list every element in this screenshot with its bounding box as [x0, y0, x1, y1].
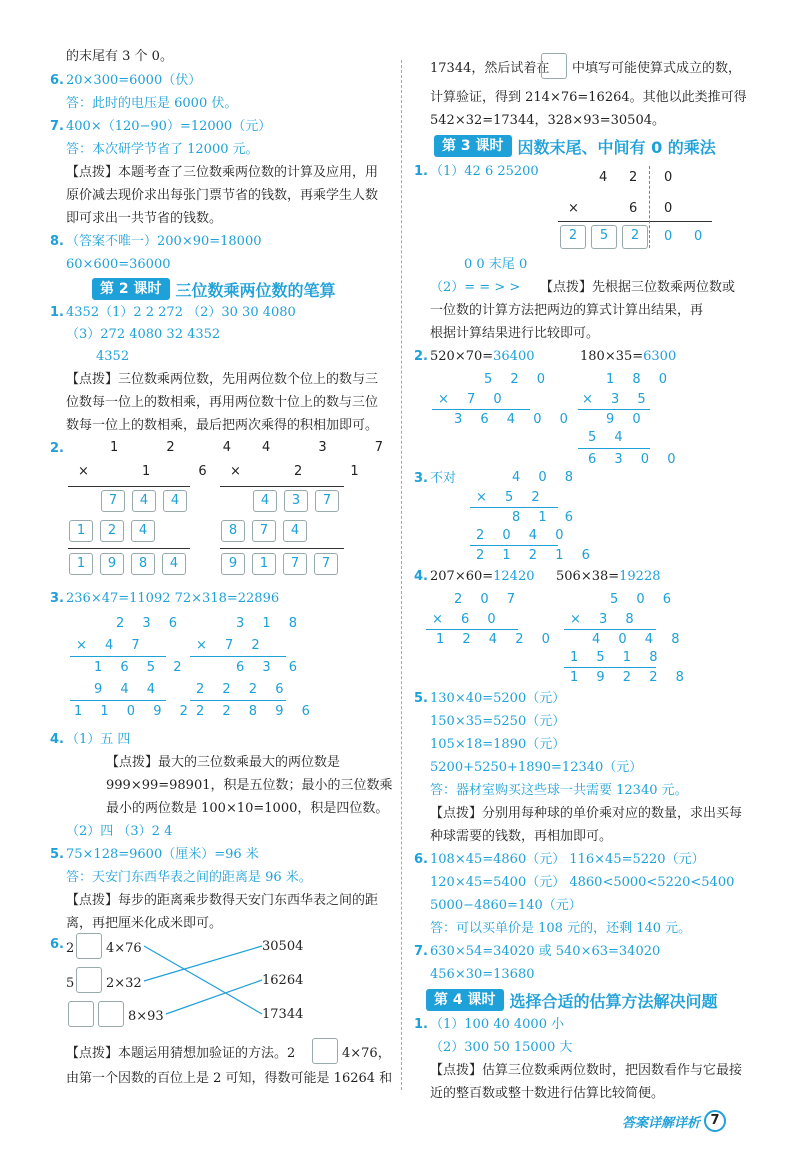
mult-row: 2 2 2 6: [196, 682, 291, 697]
question-number: 5.: [414, 691, 428, 706]
mult-row: 6 3 6: [236, 660, 305, 675]
tip-line: 【点拨】分别用每种球的单价乘对应的数量，求出买每: [430, 806, 743, 821]
expr-text: 8×93: [128, 1009, 164, 1024]
rule-line: [432, 409, 530, 410]
tip-line: 种球需要的钱数，再相加即可。: [430, 829, 613, 844]
question-number: 2.: [414, 349, 428, 364]
answer-line: （2）四 （3）2 4: [66, 824, 173, 839]
result: 36400: [493, 349, 535, 364]
answer-box: 1: [69, 553, 93, 575]
digit: 6: [629, 201, 645, 216]
dashed-separator: [649, 166, 650, 248]
footer-label: 答案详解详析: [622, 1115, 701, 1131]
answer-line: [580, 348, 676, 365]
question-number: 4.: [414, 569, 428, 584]
answer-line: 105×18=1890（元）: [430, 737, 566, 752]
result: 12420: [493, 569, 535, 584]
section-header: [434, 134, 716, 158]
text-line: 17344，然后试着在: [430, 61, 550, 76]
mult-top: 4 3 7: [262, 440, 406, 455]
tip-line: 【点拨】先根据三位数乘两位数或: [540, 280, 736, 295]
question-number: 7.: [50, 119, 64, 134]
answer-line: 108×45=4860（元） 116×45=5220（元）: [430, 852, 705, 867]
mult-row: 3 1 8: [236, 616, 305, 631]
result: 6300: [643, 349, 677, 364]
expr-digit: 2: [66, 941, 75, 956]
question-number: 6.: [414, 852, 428, 867]
answer-line: 150×35=5250（元）: [430, 714, 566, 729]
answer-box: 4: [132, 490, 156, 512]
mult-row: 4 0 4 8: [592, 632, 687, 647]
answer-box: 4: [131, 520, 155, 542]
answer-line: 5000−4860=140（元）: [430, 898, 582, 913]
answer-line: 4352: [96, 349, 130, 364]
mult-row: 1 9 2 2 8: [570, 670, 691, 685]
tip-line: 即可求出一共节省的钱数。: [66, 211, 223, 226]
mult-top: 1 2 4: [110, 440, 254, 455]
mult-row: 2 1 2 1 6: [476, 548, 597, 563]
mult-row: 9 4 4: [94, 682, 163, 697]
rule-line: [578, 409, 650, 410]
tip-line: 一位数的计算方法把两边的算式计算出结果，再: [430, 303, 704, 318]
section-title: 三位数乘两位数的笔算: [175, 280, 336, 300]
rule-line: [470, 545, 558, 546]
answer-box: 4: [253, 490, 277, 512]
answer-box: 2: [100, 520, 124, 542]
answer-line: 答：本次研学节省了 12000 元。: [66, 142, 259, 157]
tip-line: 999×99=98901，积是五位数；最小的三位数乘: [106, 778, 393, 793]
question-number: 7.: [414, 944, 428, 959]
answer-line: [556, 568, 661, 585]
question-number: 2.: [50, 441, 64, 456]
expr: 207×60=: [430, 569, 494, 584]
answer-box: 8: [131, 553, 155, 575]
tip-line: 【点拨】三位数乘两位数，先用两位数个位上的数与三: [66, 372, 379, 387]
question-number: 5.: [50, 847, 64, 862]
mult-row: × 3 5: [582, 392, 653, 407]
answer-line: [430, 568, 535, 585]
tip-line: 近的整百数或整十数进行估算比较简便。: [430, 1086, 665, 1101]
mult-row: 9 0: [606, 412, 648, 427]
rule-line: [558, 221, 712, 222]
mult-row: 3 6 4 0 0: [454, 412, 575, 427]
answer-line: 答：可以买单价是 108 元的，还剩 140 元。: [430, 921, 692, 936]
rule-line: [564, 629, 656, 630]
mult-row: × 6 0: [432, 612, 503, 627]
answer-box: 7: [315, 490, 339, 512]
question-number: 6.: [50, 73, 64, 88]
mult-row: 5 2 0: [484, 372, 553, 387]
answer-box: 8: [221, 520, 245, 542]
digit: 0: [664, 201, 680, 216]
question-number: 4.: [50, 732, 64, 747]
text-line: 计算验证，得到 214×76=16264。其他以此类推可得: [430, 90, 747, 105]
answer-line: 60×600=36000: [66, 257, 171, 272]
mult-row: × 3 8: [570, 612, 641, 627]
question-number: 1.: [414, 164, 428, 179]
mult-bottom: 2 1: [294, 464, 381, 479]
digit: 2: [629, 170, 645, 185]
tip-line: 原价减去现价求出每张门票节省的钱数，再乘学生人数: [66, 188, 379, 203]
tip-line: 离，再把厘米化成米即可。: [66, 916, 223, 931]
text-line: 的末尾有 3 个 0。: [66, 49, 173, 64]
tip-line: 【点拨】本题考查了三位数乘两位数的计算及应用，用: [66, 165, 379, 180]
expr-text: 4×76: [106, 941, 142, 956]
answer-box: 1: [252, 553, 276, 575]
section-tag: 第 4 课时: [426, 989, 504, 1011]
result-value: 17344: [262, 1007, 304, 1022]
mult-sign: ×: [568, 201, 586, 216]
rule-line: [578, 448, 650, 449]
answer-line: 120×45=5400（元） 4860<5000<5220<5400: [430, 875, 735, 890]
answer-line: 5200+5250+1890=12340（元）: [430, 760, 643, 775]
mult-row: 1 8 0: [606, 372, 675, 387]
answer-line: 答：天安门东西华表之间的距离是 96 米。: [66, 870, 312, 885]
answer-box: 7: [252, 520, 276, 542]
tip-line: 最小的两位数是 100×10=1000，积是四位数。: [106, 801, 389, 816]
question-number: 1.: [50, 305, 64, 320]
matching-lines: [0, 0, 400, 1100]
answer-line: 236×47=11092 72×318=22896: [66, 591, 280, 606]
answer-line: 答：此时的电压是 6000 伏。: [66, 96, 238, 111]
tip-line: 根据计算结果进行比较即可。: [430, 326, 600, 341]
answer-box: 2: [622, 225, 648, 249]
blank-box: [312, 1038, 338, 1064]
digit: 0: [694, 229, 710, 244]
answer-line: 不对: [430, 471, 457, 486]
column-divider: [401, 60, 402, 1090]
result-value: 16264: [262, 973, 304, 988]
answer-line: [430, 348, 535, 365]
answer-box: 5: [591, 225, 617, 249]
answer-line: 20×300=6000（伏）: [66, 73, 202, 88]
answer-line: 400×（120−90）=12000（元）: [66, 119, 272, 134]
section-header: [426, 988, 718, 1012]
section-title: 因数末尾、中间有 0 的乘法: [517, 137, 716, 157]
question-number: 8.: [50, 234, 64, 249]
mult-row: 2 2 8 9 6: [196, 704, 317, 719]
mult-row: 5 4: [588, 430, 630, 445]
section-tag: 第 2 课时: [92, 278, 170, 300]
tip-line: 【点拨】估算三位数乘两位数时，把因数看作与它最接: [430, 1063, 743, 1078]
answer-line: 4352（1）2 2 272 （2）30 30 4080: [66, 305, 296, 320]
mult-bottom: 1 6: [142, 464, 229, 479]
tip-line: 【点拨】本题运用猜想加验证的方法。2: [66, 1046, 296, 1061]
expr: 520×70=: [430, 349, 494, 364]
expr-digit: 5: [66, 976, 75, 991]
mult-row: × 7 0: [438, 392, 509, 407]
answer-box: 2: [560, 225, 586, 249]
question-number: 3.: [414, 471, 428, 486]
digit: 0: [664, 229, 680, 244]
rule-line: [564, 667, 656, 668]
answer-line: 答：器材室购买这些球一共需要 12340 元。: [430, 783, 688, 798]
blank-box: [541, 53, 567, 79]
answer-box: 7: [101, 490, 125, 512]
rule-line: [426, 629, 518, 630]
tip-line: 数每一位上的数相乘，最后把两次乘得的积相加即可。: [66, 418, 379, 433]
page-number: 7: [704, 1110, 726, 1132]
answer-line: （1）42 6 25200: [430, 164, 539, 179]
mult-row: 4 0 8: [512, 470, 581, 485]
mult-row: × 5 2: [476, 490, 547, 505]
footer-badge: [622, 1110, 726, 1132]
answer-line: 630×54=34020 或 540×63=34020: [430, 944, 661, 959]
answer-box: 4: [162, 553, 186, 575]
answer-line: （2）= = > >: [430, 280, 521, 295]
mult-row: 1 6 5 2: [94, 660, 189, 675]
text-line: 中填写可能使算式成立的数，: [572, 61, 742, 76]
answer-line: （1）100 40 4000 小: [430, 1017, 565, 1032]
answer-line: （3）272 4080 32 4352: [66, 327, 221, 342]
answer-line: （1）五 四: [66, 732, 131, 747]
digit: 0: [664, 170, 680, 185]
answer-box: 1: [69, 520, 93, 542]
mult-row: 1 2 4 2 0: [436, 632, 557, 647]
mult-row: 1 1 0 9 2: [74, 704, 195, 719]
result: 19228: [619, 569, 661, 584]
mult-row: 2 3 6: [116, 616, 185, 631]
answer-box: 7: [283, 553, 307, 575]
answer-line: 456×30=13680: [430, 967, 535, 982]
answer-line: 75×128=9600（厘米）=96 米: [66, 847, 259, 862]
mult-row: 2 0 7: [454, 592, 523, 607]
tip-line: 【点拨】最大的三位数乘最大的两位数是: [106, 755, 341, 770]
answer-line: （答案不唯一）200×90=18000: [66, 234, 262, 249]
answer-box: 4: [283, 520, 307, 542]
expr-text: 2×32: [106, 976, 142, 991]
tip-line: 【点拨】每步的距离乘步数得天安门东西华表之间的距: [66, 893, 379, 908]
tip-line: 位数每一位上的数相乘，再用两位数十位上的数与三位: [66, 395, 379, 410]
mult-row: 1 5 1 8: [570, 650, 665, 665]
section-title: 选择合适的估算方法解决问题: [509, 991, 718, 1011]
mult-row: 5 0 6: [610, 592, 679, 607]
mult-sign: ×: [230, 464, 248, 479]
answer-box: 7: [314, 553, 338, 575]
mult-row: 8 1 6: [512, 510, 581, 525]
answer-box: 4: [163, 490, 187, 512]
mult-row: × 7 2: [196, 638, 267, 653]
tip-line: 由第一个因数的百位上是 2 可知，得数可能是 16264 和: [66, 1071, 393, 1086]
mult-row: 2 0 4 0: [476, 528, 571, 543]
answer-line: （2）300 50 15000 大: [430, 1040, 573, 1055]
text-line: 542×32=17344，328×93=30504。: [430, 113, 665, 128]
digit: 4: [599, 170, 615, 185]
mult-sign: ×: [78, 464, 96, 479]
answer-box: 9: [100, 553, 124, 575]
answer-line: 0 0 末尾 0: [464, 257, 528, 272]
question-number: 3.: [50, 591, 64, 606]
expr: 180×35=: [580, 349, 644, 364]
answer-line: 130×40=5200（元）: [430, 691, 566, 706]
result-value: 30504: [262, 939, 304, 954]
rule-line: [470, 507, 558, 508]
answer-box: 3: [284, 490, 308, 512]
mult-row: × 4 7: [76, 638, 147, 653]
mult-row: 6 3 0 0: [588, 452, 683, 467]
tip-line: 4×76，: [342, 1046, 391, 1061]
expr: 506×38=: [556, 569, 620, 584]
question-number: 1.: [414, 1017, 428, 1032]
answer-box: 9: [221, 553, 245, 575]
question-number: 6.: [50, 937, 64, 952]
section-tag: 第 3 课时: [434, 135, 512, 157]
